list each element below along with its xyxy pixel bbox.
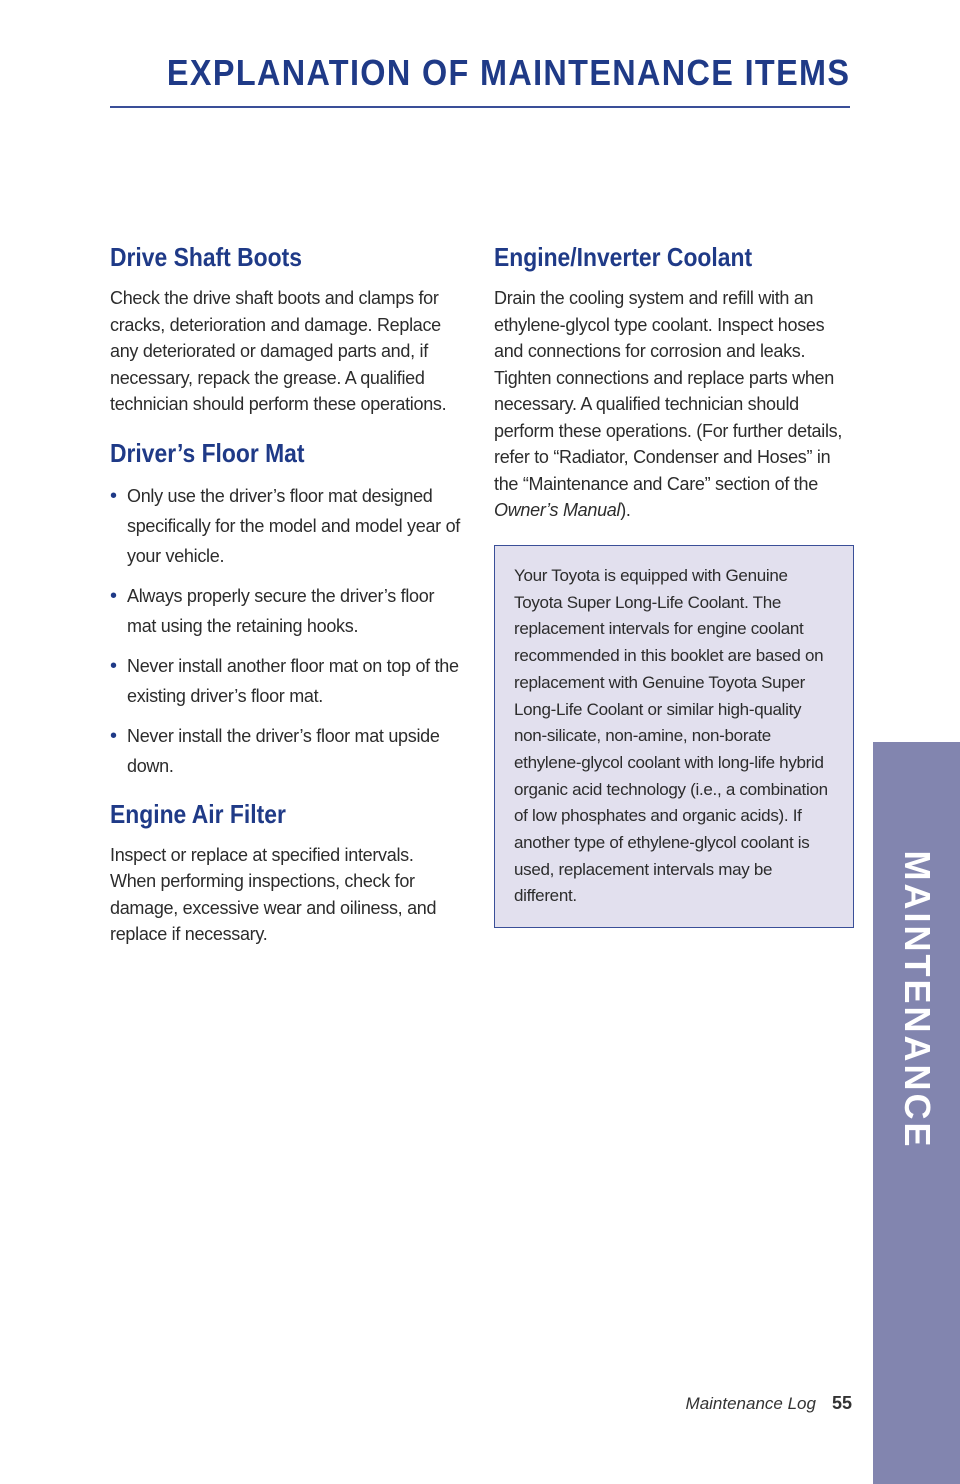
section-body-end: ). [620,500,631,520]
side-tab [873,742,960,1484]
list-item-text: Never install the driver’s floor mat upside down. [127,725,440,776]
section-heading: Engine Air Filter [110,798,286,829]
manual-title: Owner’s Manual [494,500,621,520]
section-body: Inspect or replace at specified intervals. When performing inspections, check for damage, excessive wear and oiliness, and replace if necessary. [110,844,437,944]
list-item [110,721,460,781]
list-item-text: Never install another floor mat on top of the existing driver’s floor mat. [127,655,459,706]
section-heading: Driver’s Floor Mat [110,437,305,468]
section-body: Check the drive shaft boots and clamps for cracks, deterioration and damage. Replace any deteriorated or damaged parts and, if necessary, repack the grease. A qualified technician should perform these operations. [110,288,447,414]
section-body-text: Drain the cooling system and refill with an ethylene-glycol type coolant. Inspect hoses and connections for corrosion and leaks. Tighten connections and replace parts when necessary. A qualified technician should perform these operations. (For further details, refer to “Radiator, Condenser and Hoses” in the “Maintenance and Care” section of the [494,288,843,494]
section-heading: Drive Shaft Boots [110,242,302,272]
side-tab-label: MAINTENANCE [896,850,938,1150]
note-text: Your Toyota is equipped with Genuine Toyota Super Long-Life Coolant. The replacement intervals for engine coolant recommended in this booklet are based on replacement with Genuine Toyota Super Long-Life Coolant or similar high-quality non-silicate, non-amine, non-borate ethylene-glycol coolant with long-life hybrid organic acid technology (i.e., a combination of low phosphates and organic acids). If another type of ethylene-glycol coolant is used, replacement intervals may be different. [514,566,828,906]
coolant-note-box [494,545,854,928]
section-drivers-floor-mat [110,438,460,781]
right-column [494,242,846,544]
header-divider [110,106,850,108]
section-body [494,285,846,524]
section-engine-air-filter [110,799,460,948]
section-drive-shaft-boots [110,242,460,418]
list-item [110,581,460,641]
section-heading: Engine/Inverter Coolant [494,242,753,272]
footer-section-label: Maintenance Log [685,1394,816,1413]
bullet-icon: • [110,584,117,607]
bullet-icon: • [110,724,117,747]
bullet-icon: • [110,484,117,507]
list-item [110,481,460,571]
page-footer [686,1393,852,1414]
page-title: EXPLANATION OF MAINTENANCE ITEMS [166,52,850,93]
bullet-list [110,481,460,781]
bullet-icon: • [110,654,117,677]
list-item [110,651,460,711]
left-column [110,242,460,968]
list-item-text: Always properly secure the driver’s floor mat using the retaining hooks. [127,585,435,636]
list-item-text: Only use the driver’s floor mat designed specifically for the model and model year of your vehicle. [127,485,460,566]
section-engine-inverter-coolant [494,242,846,524]
page-number: 55 [831,1393,852,1413]
